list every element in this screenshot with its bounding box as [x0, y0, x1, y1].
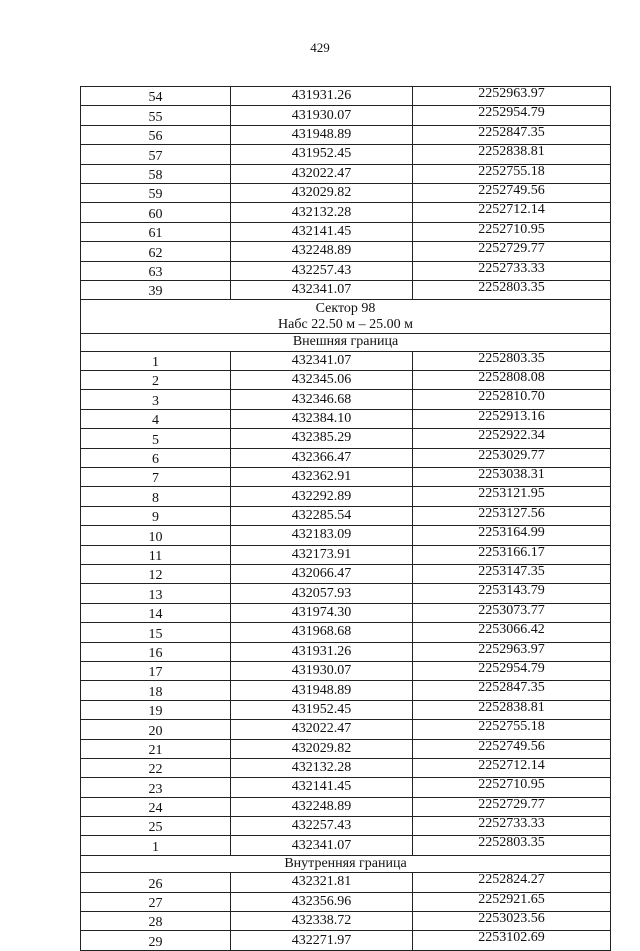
section-header-line: Набс 22.50 м – 25.00 м	[278, 316, 413, 332]
table-row	[81, 797, 611, 816]
point-number: 55	[81, 106, 231, 125]
point-number: 1	[81, 351, 231, 370]
table-row	[81, 836, 611, 855]
point-number: 18	[81, 681, 231, 700]
y-coordinate: 2253164.99	[413, 526, 611, 545]
x-coordinate: 431948.89	[231, 681, 413, 700]
table-row	[81, 125, 611, 144]
x-coordinate: 432029.82	[231, 739, 413, 758]
x-coordinate: 432173.91	[231, 545, 413, 564]
table-row	[81, 623, 611, 642]
y-coordinate: 2252954.79	[413, 661, 611, 680]
coordinates-table	[80, 86, 611, 951]
point-number: 58	[81, 164, 231, 183]
y-coordinate: 2252803.35	[413, 280, 611, 299]
section-header-line: Внутренняя граница	[284, 856, 407, 872]
x-coordinate: 432022.47	[231, 164, 413, 183]
y-coordinate: 2252729.77	[413, 797, 611, 816]
y-coordinate: 2252710.95	[413, 222, 611, 241]
point-number: 3	[81, 390, 231, 409]
y-coordinate: 2252803.35	[413, 836, 611, 855]
y-coordinate: 2252712.14	[413, 203, 611, 222]
y-coordinate: 2252808.08	[413, 371, 611, 390]
point-number: 19	[81, 700, 231, 719]
y-coordinate: 2252838.81	[413, 145, 611, 164]
table-row	[81, 261, 611, 280]
x-coordinate: 431931.26	[231, 87, 413, 106]
table-row	[81, 87, 611, 106]
x-coordinate: 432132.28	[231, 758, 413, 777]
point-number: 27	[81, 892, 231, 911]
table-row	[81, 778, 611, 797]
x-coordinate: 432341.07	[231, 280, 413, 299]
y-coordinate: 2252847.35	[413, 681, 611, 700]
y-coordinate: 2252810.70	[413, 390, 611, 409]
table-row	[81, 584, 611, 603]
point-number: 16	[81, 642, 231, 661]
y-coordinate: 2252712.14	[413, 758, 611, 777]
x-coordinate: 432141.45	[231, 222, 413, 241]
point-number: 12	[81, 564, 231, 583]
point-number: 59	[81, 183, 231, 202]
point-number: 13	[81, 584, 231, 603]
y-coordinate: 2253102.69	[413, 931, 611, 950]
table-row	[81, 700, 611, 719]
y-coordinate: 2253166.17	[413, 545, 611, 564]
y-coordinate: 2253127.56	[413, 506, 611, 525]
point-number: 4	[81, 409, 231, 428]
x-coordinate: 432285.54	[231, 506, 413, 525]
point-number: 11	[81, 545, 231, 564]
x-coordinate: 432248.89	[231, 242, 413, 261]
section-header	[81, 855, 611, 872]
table-row	[81, 506, 611, 525]
point-number: 21	[81, 739, 231, 758]
x-coordinate: 432141.45	[231, 778, 413, 797]
y-coordinate: 2253147.35	[413, 564, 611, 583]
table-row	[81, 912, 611, 931]
y-coordinate: 2253121.95	[413, 487, 611, 506]
x-coordinate: 431974.30	[231, 603, 413, 622]
x-coordinate: 432029.82	[231, 183, 413, 202]
section-header-row	[81, 300, 611, 334]
point-number: 63	[81, 261, 231, 280]
table-row	[81, 681, 611, 700]
y-coordinate: 2252803.35	[413, 351, 611, 370]
section-header	[81, 334, 611, 351]
point-number: 28	[81, 912, 231, 931]
x-coordinate: 432257.43	[231, 261, 413, 280]
x-coordinate: 432362.91	[231, 468, 413, 487]
y-coordinate: 2253023.56	[413, 912, 611, 931]
point-number: 14	[81, 603, 231, 622]
page-number: 429	[310, 40, 330, 55]
table-row	[81, 564, 611, 583]
table-row	[81, 720, 611, 739]
point-number: 23	[81, 778, 231, 797]
x-coordinate: 431968.68	[231, 623, 413, 642]
point-number: 57	[81, 145, 231, 164]
y-coordinate: 2252733.33	[413, 261, 611, 280]
point-number: 1	[81, 836, 231, 855]
point-number: 39	[81, 280, 231, 299]
point-number: 56	[81, 125, 231, 144]
table-row	[81, 603, 611, 622]
y-coordinate: 2252922.34	[413, 429, 611, 448]
y-coordinate: 2252710.95	[413, 778, 611, 797]
x-coordinate: 432271.97	[231, 931, 413, 950]
point-number: 29	[81, 931, 231, 950]
table-row	[81, 642, 611, 661]
table-row	[81, 409, 611, 428]
coordinates-table-body	[81, 87, 611, 951]
table-row	[81, 661, 611, 680]
table-row	[81, 526, 611, 545]
x-coordinate: 432321.81	[231, 873, 413, 892]
x-coordinate: 432057.93	[231, 584, 413, 603]
y-coordinate: 2252954.79	[413, 106, 611, 125]
x-coordinate: 432183.09	[231, 526, 413, 545]
y-coordinate: 2252755.18	[413, 164, 611, 183]
y-coordinate: 2252963.97	[413, 642, 611, 661]
point-number: 22	[81, 758, 231, 777]
x-coordinate: 432356.96	[231, 892, 413, 911]
table-row	[81, 487, 611, 506]
y-coordinate: 2252913.16	[413, 409, 611, 428]
point-number: 62	[81, 242, 231, 261]
point-number: 24	[81, 797, 231, 816]
point-number: 54	[81, 87, 231, 106]
table-row	[81, 145, 611, 164]
y-coordinate: 2252847.35	[413, 125, 611, 144]
x-coordinate: 431952.45	[231, 145, 413, 164]
section-header-row	[81, 855, 611, 872]
x-coordinate: 432346.68	[231, 390, 413, 409]
table-row	[81, 280, 611, 299]
point-number: 26	[81, 873, 231, 892]
y-coordinate: 2253029.77	[413, 448, 611, 467]
table-row	[81, 429, 611, 448]
point-number: 17	[81, 661, 231, 680]
x-coordinate: 432385.29	[231, 429, 413, 448]
table-row	[81, 371, 611, 390]
x-coordinate: 432345.06	[231, 371, 413, 390]
y-coordinate: 2252755.18	[413, 720, 611, 739]
y-coordinate: 2252921.65	[413, 892, 611, 911]
y-coordinate: 2252838.81	[413, 700, 611, 719]
table-row	[81, 203, 611, 222]
y-coordinate: 2252749.56	[413, 183, 611, 202]
section-header-line: Сектор 98	[315, 300, 376, 316]
y-coordinate: 2252749.56	[413, 739, 611, 758]
point-number: 7	[81, 468, 231, 487]
x-coordinate: 432248.89	[231, 797, 413, 816]
point-number: 60	[81, 203, 231, 222]
y-coordinate: 2253038.31	[413, 468, 611, 487]
y-coordinate: 2252824.27	[413, 873, 611, 892]
table-row	[81, 468, 611, 487]
table-row	[81, 892, 611, 911]
table-row	[81, 739, 611, 758]
table-row	[81, 545, 611, 564]
table-row	[81, 758, 611, 777]
y-coordinate: 2253143.79	[413, 584, 611, 603]
table-row	[81, 390, 611, 409]
table-row	[81, 351, 611, 370]
x-coordinate: 432338.72	[231, 912, 413, 931]
table-row	[81, 164, 611, 183]
point-number: 5	[81, 429, 231, 448]
section-header-line: Внешняя граница	[292, 334, 399, 350]
x-coordinate: 432132.28	[231, 203, 413, 222]
x-coordinate: 432366.47	[231, 448, 413, 467]
y-coordinate: 2252733.33	[413, 817, 611, 836]
table-row	[81, 448, 611, 467]
point-number: 10	[81, 526, 231, 545]
x-coordinate: 432066.47	[231, 564, 413, 583]
section-header	[81, 300, 611, 334]
point-number: 2	[81, 371, 231, 390]
y-coordinate: 2252729.77	[413, 242, 611, 261]
point-number: 61	[81, 222, 231, 241]
table-row	[81, 242, 611, 261]
table-row	[81, 931, 611, 950]
y-coordinate: 2253073.77	[413, 603, 611, 622]
point-number: 6	[81, 448, 231, 467]
table-row	[81, 183, 611, 202]
x-coordinate: 431930.07	[231, 106, 413, 125]
point-number: 9	[81, 506, 231, 525]
x-coordinate: 432292.89	[231, 487, 413, 506]
x-coordinate: 431948.89	[231, 125, 413, 144]
x-coordinate: 432022.47	[231, 720, 413, 739]
section-header-row	[81, 334, 611, 351]
x-coordinate: 432341.07	[231, 351, 413, 370]
table-row	[81, 222, 611, 241]
x-coordinate: 432257.43	[231, 817, 413, 836]
x-coordinate: 431952.45	[231, 700, 413, 719]
point-number: 15	[81, 623, 231, 642]
point-number: 20	[81, 720, 231, 739]
y-coordinate: 2253066.42	[413, 623, 611, 642]
table-row	[81, 873, 611, 892]
y-coordinate: 2252963.97	[413, 87, 611, 106]
x-coordinate: 432384.10	[231, 409, 413, 428]
table-row	[81, 106, 611, 125]
x-coordinate: 431931.26	[231, 642, 413, 661]
x-coordinate: 432341.07	[231, 836, 413, 855]
x-coordinate: 431930.07	[231, 661, 413, 680]
table-row	[81, 817, 611, 836]
point-number: 8	[81, 487, 231, 506]
point-number: 25	[81, 817, 231, 836]
